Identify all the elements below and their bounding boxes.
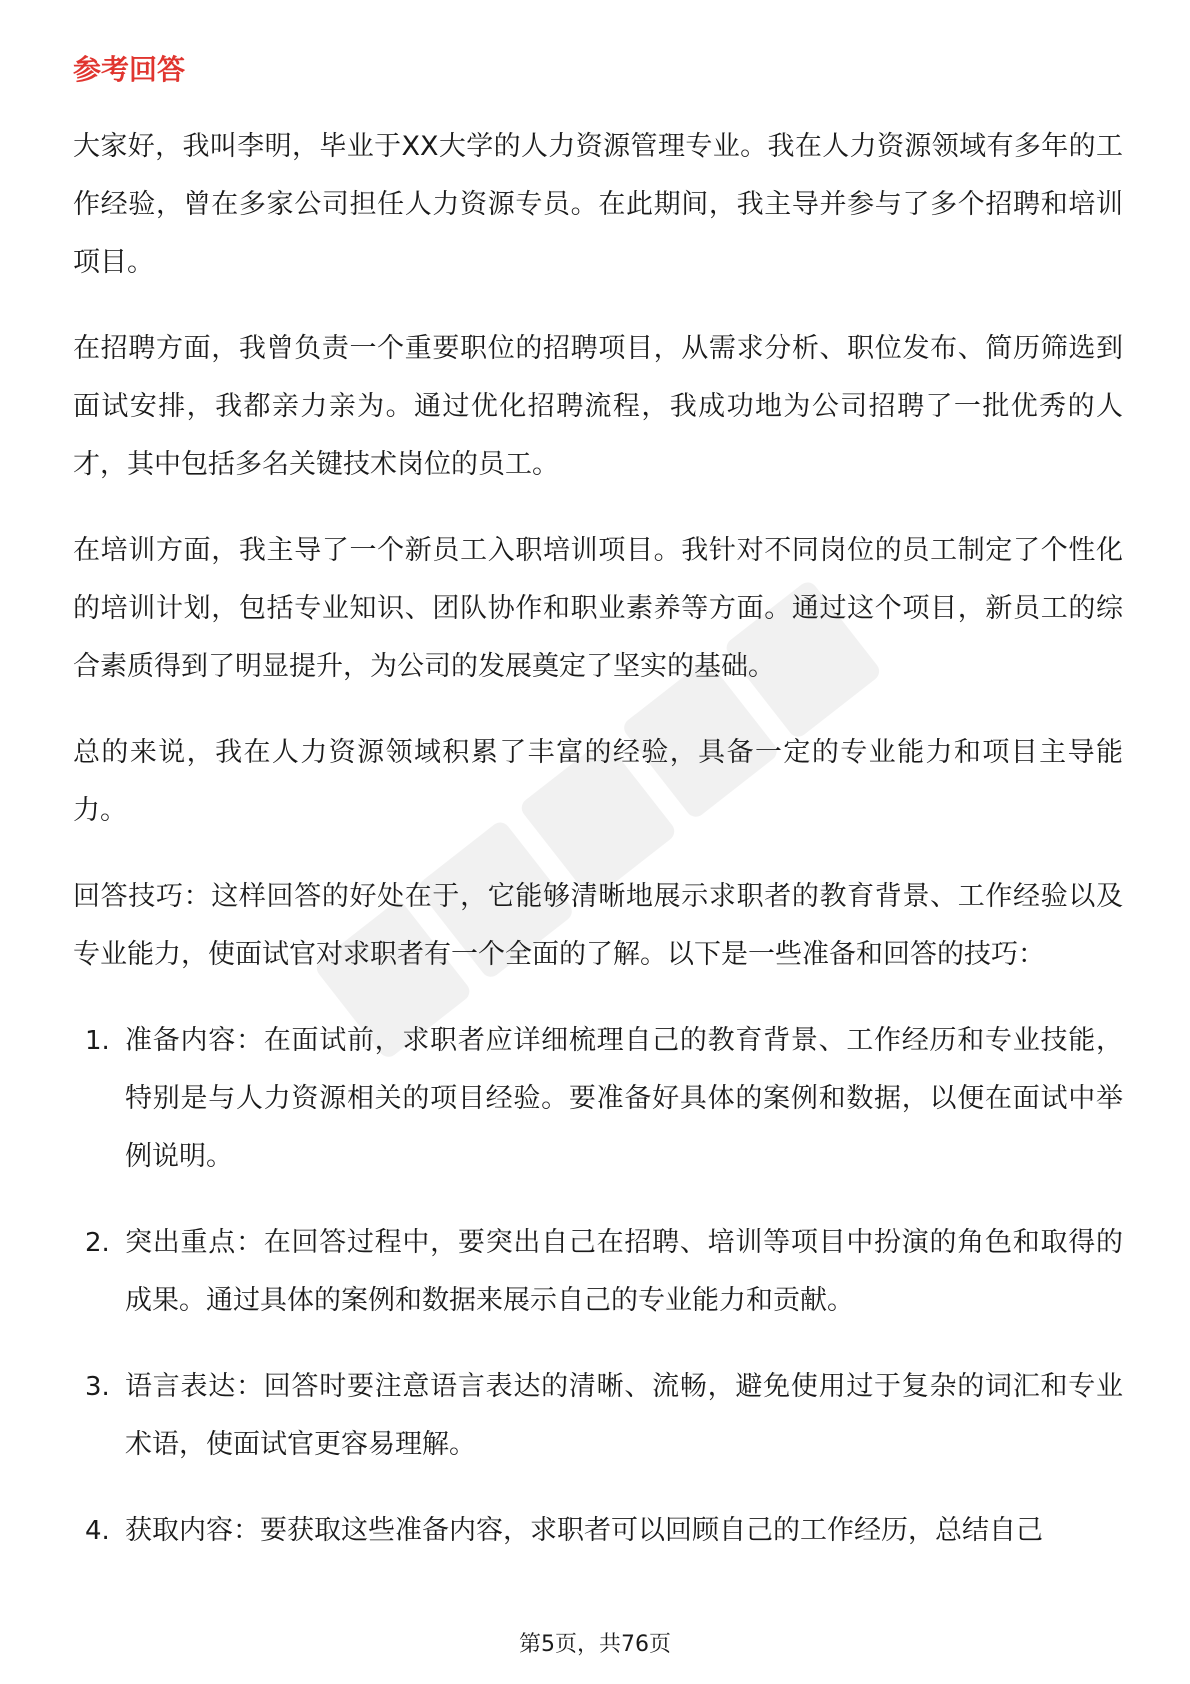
list-item-number: 3. — [85, 1372, 110, 1402]
list-item — [73, 1214, 1123, 1330]
list-item — [73, 1502, 1123, 1560]
list-item-text: 突出重点：在回答过程中，要突出自己在招聘、培训等项目中扮演的角色和取得的成果。通过具体的案例和数据来展示自己的专业能力和贡献。 — [125, 1227, 1123, 1316]
tips-intro-paragraph: 回答技巧：这样回答的好处在于，它能够清晰地展示求职者的教育背景、工作经验以及专业能力，使面试官对求职者有一个全面的了解。以下是一些准备和回答的技巧： — [73, 881, 1123, 970]
list-item-number: 1. — [85, 1026, 110, 1056]
intro-paragraph: 大家好，我叫李明，毕业于XX大学的人力资源管理专业。我在人力资源领域有多年的工作经验，曾在多家公司担任人力资源专员。在此期间，我主导并参与了多个招聘和培训项目。 — [73, 131, 1123, 278]
list-item-text: 准备内容：在面试前，求职者应详细梳理自己的教育背景、工作经历和专业技能，特别是与人力资源相关的项目经验。要准备好具体的案例和数据，以便在面试中举例说明。 — [125, 1025, 1123, 1172]
list-item — [73, 1012, 1123, 1186]
training-paragraph: 在培训方面，我主导了一个新员工入职培训项目。我针对不同岗位的员工制定了个性化的培训计划，包括专业知识、团队协作和职业素养等方面。通过这个项目，新员工的综合素质得到了明显提升，为公司的发展奠定了坚实的基础。 — [73, 535, 1123, 682]
list-item-text: 语言表达：回答时要注意语言表达的清晰、流畅，避免使用过于复杂的词汇和专业术语，使面试官更容易理解。 — [125, 1371, 1123, 1460]
section-title: 参考回答 — [73, 53, 186, 86]
summary-paragraph: 总的来说，我在人力资源领域积累了丰富的经验，具备一定的专业能力和项目主导能力。 — [73, 737, 1123, 826]
recruitment-paragraph: 在招聘方面，我曾负责一个重要职位的招聘项目，从需求分析、职位发布、简历筛选到面试安排，我都亲力亲为。通过优化招聘流程，我成功地为公司招聘了一批优秀的人才，其中包括多名关键技术岗位的员工。 — [73, 333, 1123, 480]
list-item — [73, 1358, 1123, 1474]
page-indicator: 第5页，共76页 — [519, 1632, 671, 1657]
list-item-number: 2. — [85, 1228, 110, 1258]
answer-content — [73, 118, 1123, 1588]
list-item-text: 获取内容：要获取这些准备内容，求职者可以回顾自己的工作经历，总结自己 — [125, 1515, 1043, 1546]
tips-list — [73, 1012, 1123, 1560]
list-item-number: 4. — [85, 1516, 110, 1546]
